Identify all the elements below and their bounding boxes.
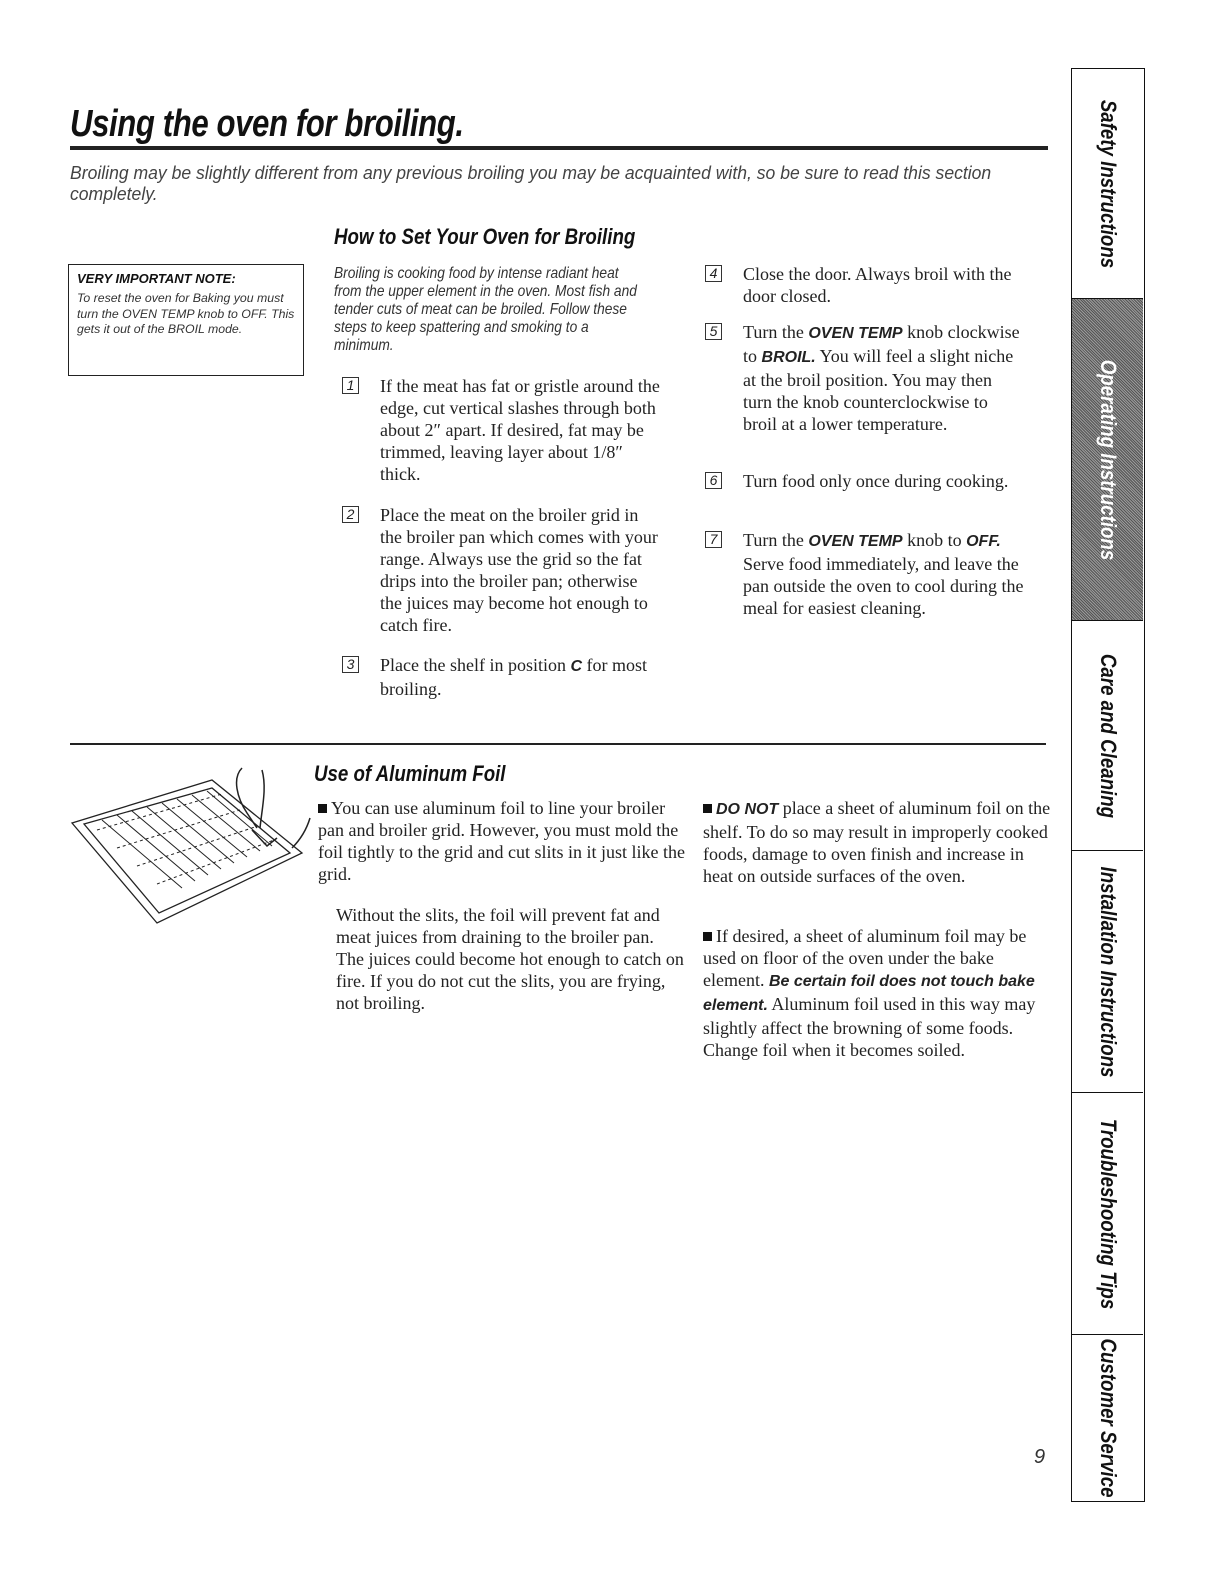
section-heading-aluminum-foil: Use of Aluminum Foil [314, 761, 506, 786]
foil-paragraph: Without the slits, the foil will prevent fat and meat juices from draining to the broiler pan. The juices could become hot enough to catch on fire. If you do not cut the slits, you are frying, not broiling. [336, 905, 684, 1013]
step-number: 4 [705, 265, 722, 282]
step-3 [342, 654, 662, 700]
tab-operating-instructions[interactable] [1072, 299, 1143, 621]
step-6 [705, 470, 1025, 492]
tab-label: Troubleshooting Tips [1095, 1118, 1121, 1309]
step-7 [705, 529, 1025, 619]
tab-safety-instructions[interactable] [1072, 69, 1143, 299]
tab-customer-service[interactable] [1072, 1335, 1143, 1500]
note-body: To reset the oven for Baking you must turn the OVEN TEMP knob to OFF. This gets it out of the BROIL mode. [77, 291, 295, 336]
tab-label: Safety Instructions [1095, 99, 1121, 268]
step-number: 2 [342, 506, 359, 523]
step-text: Place the shelf in position C for most broiling. [380, 655, 648, 699]
broiler-pan-illustration [62, 758, 312, 938]
tab-installation-instructions[interactable] [1072, 851, 1143, 1093]
page-number: 9 [1034, 1446, 1046, 1468]
foil-bullet-3: If desired, a sheet of aluminum foil may be used on floor of the oven under the bake element. Be certain foil does not touch bake element. Aluminum foil used in this way may slightly affect the browning of some foods. Change foil when it becomes soiled. [703, 926, 1036, 1060]
tab-label: Customer Service [1095, 1337, 1121, 1498]
foil-bullet-2: DO NOT place a sheet of aluminum foil on the shelf. To do so may result in improperly cooked foods, damage to oven finish and increase in heat on outside surfaces of the oven. [703, 798, 1051, 886]
broiling-intro: Broiling is cooking food by intense radiant heat from the upper element in the oven. Most fish and tender cuts of meat can be broiled. Follow these steps to keep spattering and smoking to a minimum. [334, 265, 637, 354]
step-4 [705, 263, 1025, 307]
title-rule [70, 146, 1048, 150]
bullet-square [318, 804, 327, 813]
step-1 [342, 375, 662, 485]
step-2 [342, 504, 662, 636]
step-number: 5 [705, 323, 722, 340]
step-text: Close the door. Always broil with the door closed. [743, 264, 1012, 306]
foil-bullet-1: You can use aluminum foil to line your broiler pan and broiler grid. However, you must mold the foil tightly to the grid and cut slits in it just like the grid. [318, 798, 685, 884]
step-text: Turn the OVEN TEMP knob clockwise to BROIL. You will feel a slight niche at the broil position. You may then turn the knob counterclockwise to broil at a lower temperature. [743, 322, 1020, 434]
step-number: 3 [342, 656, 359, 673]
step-number: 7 [705, 531, 722, 548]
tab-label: Care and Cleaning [1095, 653, 1121, 818]
important-note-box [68, 264, 304, 376]
section-heading-broiling: How to Set Your Oven for Broiling [334, 224, 636, 249]
tab-label: Operating Instructions [1095, 359, 1121, 560]
step-text: Turn food only once during cooking. [743, 471, 1009, 491]
step-text: If the meat has fat or gristle around the edge, cut vertical slashes through both about 2″ apart. If desired, fat may be trimmed, leaving layer about 1/8″ thick. [380, 376, 660, 484]
step-number: 6 [705, 472, 722, 489]
side-tabs [1071, 68, 1145, 1502]
step-text: Turn the OVEN TEMP knob to OFF. Serve food immediately, and leave the pan outside the oven to cool during the meal for easiest cleaning. [743, 530, 1024, 618]
step-5 [705, 321, 1025, 435]
note-title: VERY IMPORTANT NOTE: [77, 271, 236, 286]
bullet-square [703, 932, 712, 941]
tab-troubleshooting-tips[interactable] [1072, 1093, 1143, 1335]
step-number: 1 [342, 377, 359, 394]
intro-text: Broiling may be slightly different from any previous broiling you may be acquainted with, so be sure to read this section completely. [70, 162, 992, 204]
section-divider [70, 743, 1046, 745]
step-text: Place the meat on the broiler grid in the broiler pan which comes with your range. Always use the grid so the fat drips into the broiler pan; otherwise the juices may become hot enough to catch fire. [380, 505, 658, 635]
bullet-square [703, 804, 712, 813]
tab-label: Installation Instructions [1095, 866, 1121, 1077]
page-title: Using the oven for broiling. [70, 103, 464, 145]
tab-care-and-cleaning[interactable] [1072, 621, 1143, 851]
